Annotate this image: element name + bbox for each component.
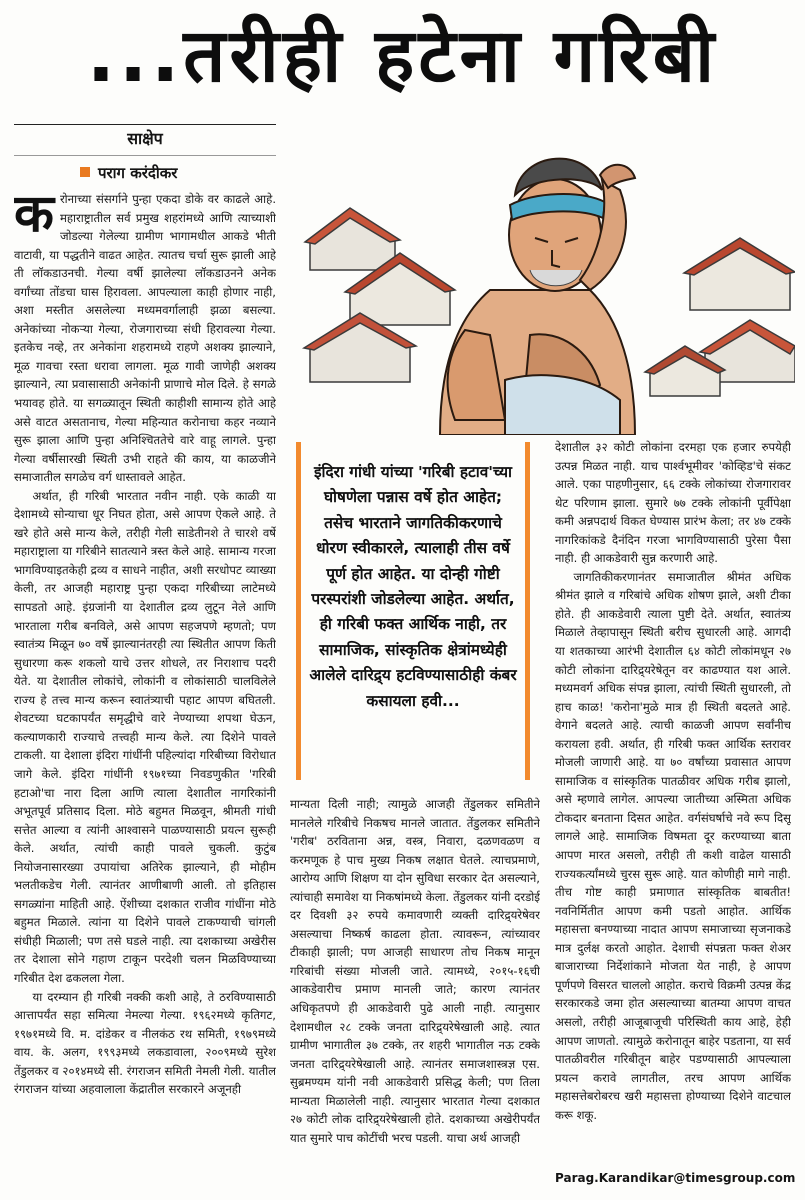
article-paragraph: देशातील ३२ कोटी लोकांना दरमहा एक हजार रुपयेही उत्पन्न मिळत नाही. याच पार्श्वभूमीवर 'कोव्हिड'चे संकट आले. एका पाहणीनुसार, ६६ टक्के लोकांच्या रोजगारावर थेट परिणाम झाला. सुमारे ७७ टक्के लोकांनी पूर्वीपेक्षा कमी अन्नपदार्थ विकत घेण्यास प्रारंभ केला; तर ४७ टक्के नागरिकांकडे दैनंदिन गरजा भागविण्यासाठी पुरेसा पैसा नाही. ही आकडेवारी सुन्न करणारी आहे. bbox=[555, 440, 791, 566]
article-paragraph: मान्यता दिली नाही; त्यामुळे आजही तेंडुलकर समितीने मानलेले गरिबीचे निकषच मानले जातात. तेंडुलकर समितीने 'गरीब' ठरविताना अन्न, वस्त्र, निवारा, दळणवळण व करमणूक हे पाच मुख्य निकष लक्षात घेतले. त्याचप्रमाणे, आरोग्य आणि शिक्षण या दोन सुविधा सरकार देत असल्याने, त्यांचाही समावेश या निकषांमध्ये केला. तेंडुलकर यांनी दरडोई दर दिवशी ३२ रुपये कमावणारी व्यक्ती दारिद्र्यरेषेवर असल्याचा निष्कर्ष काढला होता. त्यावरून, त्यांच्यावर टीकाही झाली; पण आजही साधारण तोच निकष मानून गरिबांची संख्या मोजली जाते. त्यामध्ये, २०१५-१६ची आकडेवारीच प्रमाण मानली जाते; कारण त्यानंतर अधिकृतपणे ही आकडेवारी पुढे आली नाही. त्यानुसार देशामधील २८ टक्के जनता दारिद्र्यरेषेखाली आहे. त्यात ग्रामीण भागातील ३७ टक्के, तर शहरी भागातील नऊ टक्के जनता दारिद्र्यरेषेखाली आहे. त्यानंतर समाजशास्त्रज्ञ एस. सुब्रमण्यम यांनी नवी आकडेवारी प्रसिद्ध केली; पण तिला मान्यता मिळालेली नाही. त्यानुसार भारतात गेल्या दशकात २७ कोटी लोक दारिद्र्यरेषेखाली होते. दशकाच्या अखेरीपर्यंत यात सुमारे पाच कोटींची भरच पडली. याचा अर्थ आजही bbox=[290, 797, 540, 1145]
article-column-2 bbox=[290, 795, 540, 1195]
article-paragraph bbox=[14, 190, 276, 487]
byline-square-icon bbox=[80, 167, 90, 177]
headline: ...तरीही हटेना गरिबी bbox=[86, 13, 719, 99]
article-paragraph: अर्थात, ही गरिबी भारतात नवीन नाही. एके काळी या देशामध्ये सोन्याचा धूर निघत होता, असे आपण ऐकले आहे. ते खरे होते असे मान्य केले, तरीही गेली साडेतीनशे ते चारशे वर्षे महाराष्ट्राला या गरिबीने सातत्याने त्रस्त केले आहे. सामान्य गरजा भागविण्याइतकेही द्रव्य व साधने नाहीत, अशी सरधोपट व्याख्या केली, तर आजही महाराष्ट्र पुन्हा एकदा गरिबीच्या लाटेमध्ये सापडतो आहे. इंग्रजांनी या देशातील द्रव्य लुटून नेले आणि भारताला गरीब बनविले, असे आपण सहजपणे म्हणतो; पण स्वातंत्र्य मिळून ७० वर्षे झाल्यानंतरही त्या स्थितीत आपण किती सुधारणा करू शकलो याचे उत्तर शोधले, तर निराशाच पदरी येते. या देशातील लोकांचे, लोकांनी व लोकांसाठी चालविलेले राज्य हे तत्त्व मान्य करून स्वातंत्र्याची पहाट आपण बघितली. शेवटच्या घटकापर्यंत समृद्धीचे वारे नेण्याच्या शपथा घेऊन, कल्याणकारी राज्याचे तत्त्वही मान्य केले. त्या दिशेने पावले टाकली. या देशाला इंदिरा गांधींनी पहिल्यांदा गरिबीच्या विरोधात जागे केले. इंदिरा गांधींनी १९७१च्या निवडणुकीत 'गरिबी हटाओ'चा नारा दिला आणि त्याला देशातील नागरिकांनी अभूतपूर्व प्रतिसाद दिला. मोठे बहुमत मिळवून, श्रीमती गांधी सत्तेत आल्या व त्यांनी आश्वासने पाळण्यासाठी प्रयत्न सुरूही केले. अर्थात, त्यांची काही पावले चुकली. कुटुंब नियोजनासारख्या उपायांचा अतिरेक झाल्याने, ही मोहीम भलतीकडेच गेली. त्यानंतर आणीबाणी आली. तो इतिहास सगळ्यांना माहिती आहे. ऐंशीच्या दशकात राजीव गांधींना मोठे बहुमत मिळाले. त्यांना या दिशेने पावले टाकण्याची चांगली संधीही मिळाली; पण तसे घडले नाही. त्या दशकाच्या अखेरीस तर देशाला सोने गहाण टाकून परदेशी चलन मिळविण्याच्या गरिबीत देश ढकलला गेला. bbox=[14, 488, 276, 985]
article-paragraph: या दरम्यान ही गरिबी नक्की कशी आहे, ते ठरविण्यासाठी आत्तापर्यंत सहा समित्या नेमल्या गेल्या. १९६२मध्ये कृतिगट, १९७१मध्ये वि. म. दांडेकर व नीलकंठ रथ समिती, १९७९मध्ये वाय. के. अलग, १९९३मध्ये लकडावाला, २००९मध्ये सुरेश तेंडुलकर व २०१४मध्ये सी. रंगराजन समिती नेमली गेली. यातील रंगराजन यांच्या अहवालाला केंद्रातील सरकारने अजूनही bbox=[14, 989, 276, 1097]
pull-quote: इंदिरा गांधी यांच्या 'गरिबी हटाव'च्या घोषणेला पन्नास वर्षे होत आहेत; तसेच भारताने जागतिकीकरणाचे धोरण स्वीकारले, त्यालाही तीस वर्षे पूर्ण होत आहेत. या दोन्ही गोष्टी परस्परांशी जोडलेल्या आहेत. अर्थात, ही गरिबी फक्त आर्थिक नाही, तर सामाजिक, सांस्कृतिक क्षेत्रांमध्येही आलेले दारिद्र्य हटविण्यासाठीही कंबर कसायला हवी... bbox=[296, 442, 530, 780]
dropcap: क bbox=[14, 190, 54, 244]
section-label: साक्षेप bbox=[14, 124, 276, 156]
article-paragraph: जागतिकीकरणानंतर समाजातील श्रीमंत अधिक श्रीमंत झाले व गरिबांचे अधिक शोषण झाले, अशी टीका होते. ही आकडेवारी त्याला पुष्टी देते. अर्थात, स्वातंत्र्य मिळाले तेव्हापासून स्थिती बरीच सुधारली आहे. आगदी या शतकाच्या आरंभी देशातील ६४ कोटी लोकांमधून २७ कोटी लोकांना दारिद्र्यरेषेतून वर काढण्यात यश आले. मध्यमवर्ग अधिक संपन्न झाला, त्यांची स्थिती सुधारली, तो हाच काळ! 'करोना'मुळे मात्र ही स्थिती बदलते आहे. वेगाने बदलते आहे. त्याची काळजी आपण सर्वांनीच करायला हवी. अर्थात, ही गरिबी फक्त आर्थिक स्तरावर मोजली जाणारी आहे. या ७० वर्षांच्या प्रवासात आपण सामाजिक व सांस्कृतिक पातळीवर अधिक गरीब झालो, असे म्हणावे लागेल. आपल्या जातीच्या अस्मिता अधिक टोकदार बनताना दिसत आहेत. वर्गसंघर्षाचे नवे रूप दिसू लागले आहे. सामाजिक विषमता दूर करण्याच्या बाता आपण मारत असलो, तरीही ती कशी वाढेल यासाठी राज्यकर्त्यांमध्ये चुरस सुरू आहे. यात कोणीही मागे नाही. तीच गोष्ट काही प्रमाणात सांस्कृतिक बाबतीत! नवनिर्मितीत आपण कमी पडतो आहोत. आर्थिक महासत्ता बनण्याच्या नादात आपण समाजाच्या सृजनाकडे मात्र दुर्लक्ष करतो आहोत. देशाची संपन्नता फक्त शेअर बाजाराच्या निर्देशांकाने मोजता येत नाही, हे आपण पूर्णपणे विसरत चाललो आहोत. कराचे विक्रमी उत्पन्न केंद्र सरकारकडे जमा होत असल्याच्या बातम्या आपण वाचत असलो, तरीही आजूबाजूची परिस्थिती काय आहे, हेही आपण जाणतो. त्यामुळे करोनातून बाहेर पडताना, या सर्व पातळीवरील गरिबीतून बाहेर पडण्यासाठी आपल्याला प्रयत्न करावे लागतील, तरच आपण आर्थिक महासत्तेबरोबरच खरी महासत्ता होण्याच्या दिशेने वाटचाल करू शकू. bbox=[555, 569, 791, 1122]
byline bbox=[80, 160, 177, 186]
paragraph-text: रोनाच्या संसर्गाने पुन्हा एकदा डोके वर काढले आहे. महाराष्ट्रातील सर्व प्रमुख शहरांमध्ये आणि त्याच्याशी जोडल्या गेलेल्या ग्रामीण भागामधील आकडे भीती वाटावी, या पद्धतीने वाढत आहेत. त्यातच चर्चा सुरू झाली आहे ती लॉकडाउनची. गेल्या वर्षी झालेल्या लॉकडाउनने अनेक वर्गांच्या तोंडचा घास हिरावला. आपल्याला काही होणार नाही, अशा मस्तीत असलेल्या मध्यमवर्गालाही झळा बसल्या. अनेकांच्या नोकऱ्या गेल्या, रोजगाराच्या संधी हिरावल्या गेल्या. इतकेच नव्हे, तर अनेकांना शहरामध्ये राहणे अशक्य झाल्याने, मूळ गावचा रस्ता धरावा लागला. मूळ गावी जाणेही अशक्य झाल्याने, त्या प्रवासासाठी अनेकांनी प्राणाचे मोल दिले. हे सगळे भयावह होते. या सगळ्यातून स्थिती काहीशी सामान्य होते आहे असे वाटत असतानाच, गेल्या महिन्यात करोनाचा कहर नव्याने सुरू झाला आणि पुन्हा अनिश्चिततेचे वारे वाहू लागले. पुन्हा गेल्या वर्षीसारखी स्थिती उभी राहते की काय, या काळजीने समाजातील सगळेच वर्ग धास्तावले आहेत. bbox=[14, 192, 276, 485]
author-name: पराग करंदीकर bbox=[98, 164, 178, 182]
author-email[interactable]: Parag.Karandikar@timesgroup.com bbox=[555, 1171, 796, 1185]
article-column-3 bbox=[555, 438, 791, 1160]
article-column-1 bbox=[14, 190, 276, 1195]
distressed-man-illustration bbox=[290, 120, 795, 435]
